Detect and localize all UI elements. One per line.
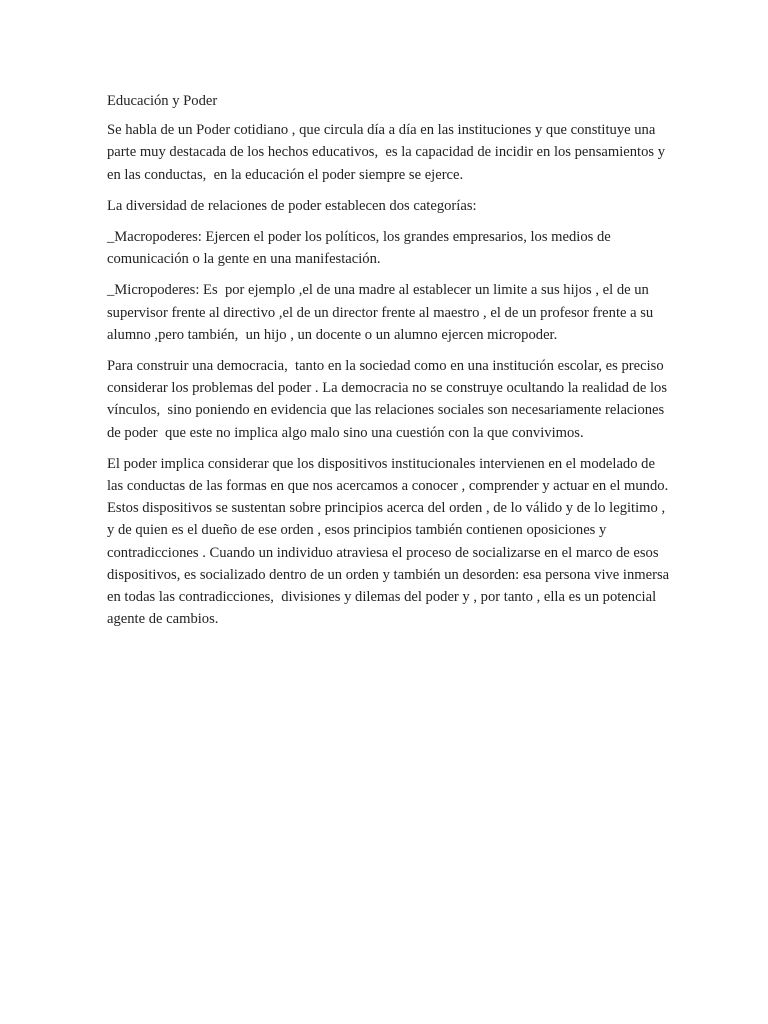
paragraph-macropoderes: _Macropoderes: Ejercen el poder los políticos, los grandes empresarios, los medios de comunicación o la gente en una manifestación.	[107, 229, 615, 268]
document-body	[107, 90, 672, 639]
paragraph-categorias: La diversidad de relaciones de poder establecen dos categorías:	[107, 197, 477, 214]
paragraph-democracia: Para construir una democracia, tanto en la sociedad como en una institución escolar, es preciso considerar los problemas del poder . La democracia no se construye ocultando la realidad de los vínculos, sino poniendo en evidencia que las relaciones sociales son necesariamente relaciones de poder que este no implica algo malo sino una cuestión con la que convivimos.	[107, 358, 671, 441]
document-title: Educación y Poder	[107, 93, 218, 109]
paragraph-dispositivos: El poder implica considerar que los dispositivos institucionales intervienen en el modelado de las conductas de las formas en que nos acercamos a conocer , comprender y actuar en el mundo. Estos dispositivos se sustentan sobre principios acerca del orden , de lo válido y de lo legitimo , y de quien es el dueño de ese orden , esos principios también contienen oposiciones y contradicciones . Cuando un individuo atraviesa el proceso de socializarse en el marco de esos dispositivos, es socializado dentro de un orden y también un desorden: esa persona vive inmersa en todas las contradicciones, divisiones y dilemas del poder y , por tanto , ella es un potencial agente de cambios.	[107, 455, 673, 628]
paragraph-micropoderes: _Micropoderes: Es por ejemplo ,el de una madre al establecer un limite a sus hijos , el de un supervisor frente al directivo ,el de un director frente al maestro , el de un profesor frente a su alumno ,pero también, un hijo , un docente o un alumno ejercen micropoder.	[107, 282, 657, 343]
paragraph-poder-cotidiano: Se habla de un Poder cotidiano , que circula día a día en las instituciones y que constituye una parte muy destacada de los hechos educativos, es la capacidad de incidir en los pensamientos y en las conductas, en la educación el poder siempre se ejerce.	[107, 122, 669, 183]
